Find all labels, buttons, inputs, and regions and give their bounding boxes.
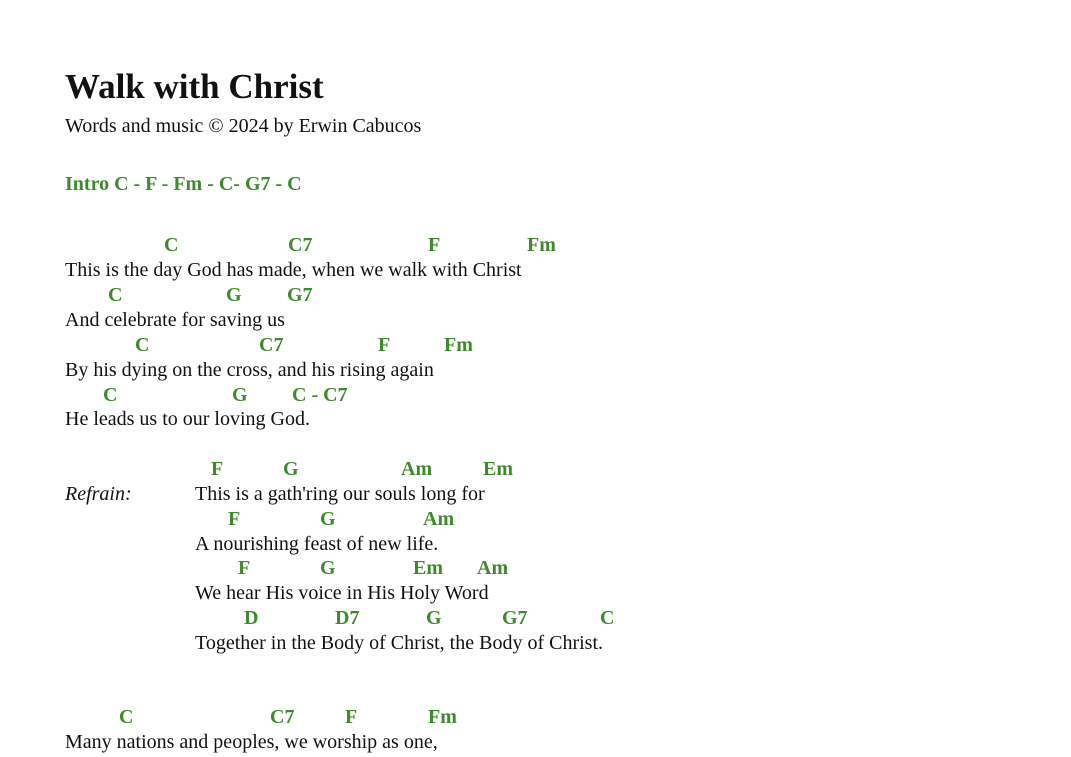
chord: C xyxy=(103,384,118,406)
lyric-line: Together in the Body of Christ, the Body of Christ. xyxy=(195,632,604,654)
chord: D7 xyxy=(335,607,360,629)
song-title: Walk with Christ xyxy=(65,67,324,106)
chord: C xyxy=(135,334,150,356)
chord: G xyxy=(320,508,336,530)
chord: G7 xyxy=(502,607,528,629)
chord: Fm xyxy=(527,234,556,256)
chord: C xyxy=(119,706,134,728)
chord: F xyxy=(238,557,251,579)
chord: Am xyxy=(401,458,433,480)
lyric-line: We hear His voice in His Holy Word xyxy=(195,582,489,604)
chord: Am xyxy=(423,508,455,530)
song-credit: Words and music © 2024 by Erwin Cabucos xyxy=(65,115,422,137)
chord: Fm xyxy=(444,334,473,356)
chord: F xyxy=(428,234,441,256)
lyric-line: And celebrate for saving us xyxy=(65,309,285,331)
chord: Em xyxy=(483,458,513,480)
chord: F xyxy=(345,706,358,728)
chord: G xyxy=(320,557,336,579)
chord: D xyxy=(244,607,259,629)
chord: C - C7 xyxy=(292,384,348,406)
lyric-line: A nourishing feast of new life. xyxy=(195,533,439,555)
chord: G7 xyxy=(287,284,313,306)
chord: G xyxy=(232,384,248,406)
lyric-line: This is the day God has made, when we walk with Christ xyxy=(65,259,522,281)
chord: G xyxy=(283,458,299,480)
chord: F xyxy=(211,458,224,480)
chord: G xyxy=(226,284,242,306)
chord: C xyxy=(164,234,179,256)
chord: C7 xyxy=(288,234,313,256)
chord: F xyxy=(378,334,391,356)
lyric-line: By his dying on the cross, and his rising again xyxy=(65,359,434,381)
refrain-label: Refrain: xyxy=(65,483,132,505)
intro-chords: Intro C - F - Fm - C- G7 - C xyxy=(65,173,302,195)
chord: C xyxy=(600,607,615,629)
chord: G xyxy=(426,607,442,629)
lyric-line: This is a gath'ring our souls long for xyxy=(195,483,485,505)
chord: Fm xyxy=(428,706,457,728)
lyric-line: Many nations and peoples, we worship as one, xyxy=(65,731,438,753)
chord: F xyxy=(228,508,241,530)
chord: Am xyxy=(477,557,509,579)
chord: C7 xyxy=(270,706,295,728)
chord: C7 xyxy=(259,334,284,356)
chord: C xyxy=(108,284,123,306)
chord: Em xyxy=(413,557,443,579)
lyric-line: He leads us to our loving God. xyxy=(65,408,310,430)
